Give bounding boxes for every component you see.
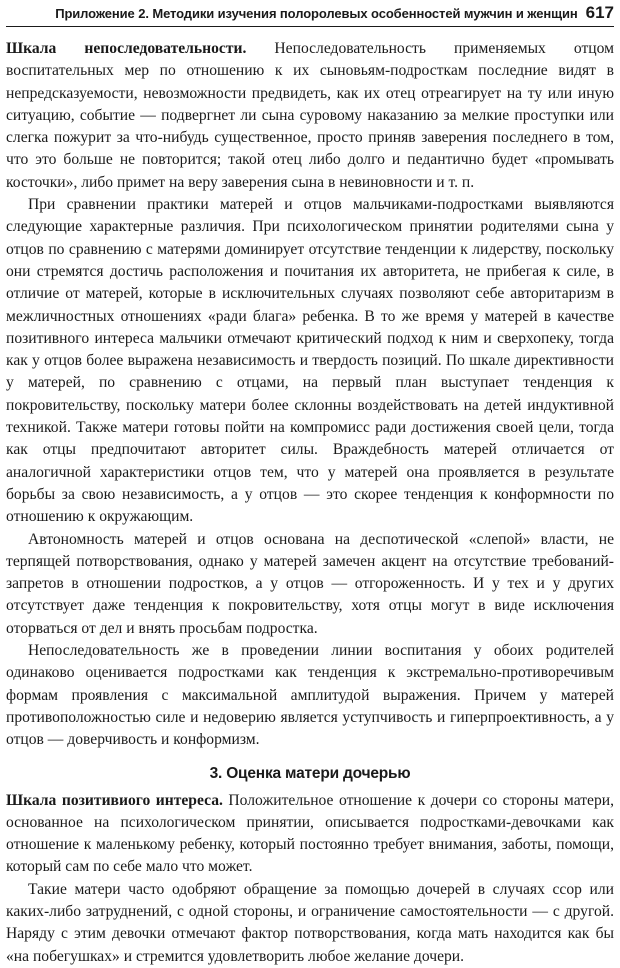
page-number: 617 — [585, 3, 614, 22]
paragraph-inconsistency-both: Непоследовательность же в проведении линии воспитания у обоих родителей одинаково оценивается подростками как тенденция к экстремально-противоречивым формам проявления с максимальной амплитудой выражения. Причем у матерей противоположностью силе и недоверию является уступчивость и гиперпроективность, а у отцов — доверчивость и конформизм. — [6, 642, 614, 749]
running-title: Приложение 2. Методики изучения полоролевых особенностей мужчин и женщин — [55, 5, 578, 21]
paragraph-comparison: При сравнении практики матерей и отцов мальчиками-подростками выявляются следующие характерные различия. При психологическом принятии родителями сына у отцов по сравнению с матерями доминирует отсутствие тенденции к лидерству, поскольку они стремятся достичь расположения и почитания их авторитета, не прибегая к силе, в отличие от матерей, которые в исключительных случаях позволяют себе авторитаризм в межличностных отношениях «ради блага» ребенка. В то же время у матерей в качестве позитивного интереса мальчики отмечают критический подход к ним и сверхопеку, тогда как у отцов более выражена независимость и твердость позиций. По шкале директивности у матерей, по сравнению с отцами, на первый план выступает тенденция к покровительству, поскольку матери более склонны воздействовать на детей индуктивной техникой. Также матери готовы пойти на компромисс ради достижения своей цели, тогда как отцы предпочитают авторитет силы. Враждебность матерей отличается от аналогичной характеристики отцов тем, что у матерей она проявляется в результате борьбы за свою независимость, а у отцов — это скорее тенденция к конформности по отношению к окружающим. — [6, 196, 614, 526]
paragraph-autonomy: Автономность матерей и отцов основана на деспотической «слепой» власти, не терпящей потворствования, однако у матерей замечен акцент на отсутствие требований-запретов в отношении подростков, а у отцов — отгороженность. И у тех и у других отсутствует даже тенденция к покровительству, хотя отцы могут в виде исключения оторваться от дел и внять просьбам подростка. — [6, 530, 614, 637]
section-heading: 3. Оценка матери дочерью — [209, 764, 411, 782]
running-header — [6, 0, 614, 27]
body-text — [6, 38, 614, 968]
paragraph-text: Непоследовательность применяемых отцом воспитательных мер по отношению к их сыновьям-подросткам последние видят в непредсказуемости, невозможности предвидеть, как их отец отреагирует на ту или иную ситуацию, событие — подвергнет ли сына суровому наказанию за мелкие проступки или слегка пожурит за что-нибудь существенное, просто приняв заверения последнего в том, что это больше не повторится; такой отец либо долго и педантично будет «промывать косточки», либо примет на веру заверения сына в невиновности и т. п. — [6, 40, 614, 191]
paragraph-text: Положительное отношение к дочери со стороны матери, основанное на психологическом принятии, описывается подростками-девочками как отношение к маленькому ребенку, который постоянно требует внимания, заботы, помощи, который сам по себе мало что может. — [6, 791, 614, 876]
paragraph-positive-interest-scale — [6, 790, 614, 879]
scale-name-inconsistency: Шкала непоследовательности. — [6, 40, 247, 57]
paragraph-mothers-approval: Такие матери часто одобряют обращение за помощью дочерей в случаях ссор или каких-либо затруднений, с одной стороны, и ограничение самостоятельности — с другой. Наряду с этим девочки отмечают фактор потворствования, когда мать находится как бы «на побегушках» и стремится удовлетворить любое желание дочери. — [6, 880, 614, 965]
scale-name-positive-interest: Шкала позитивиого интереса. — [6, 791, 223, 809]
paragraph-inconsistency-scale — [6, 38, 614, 194]
